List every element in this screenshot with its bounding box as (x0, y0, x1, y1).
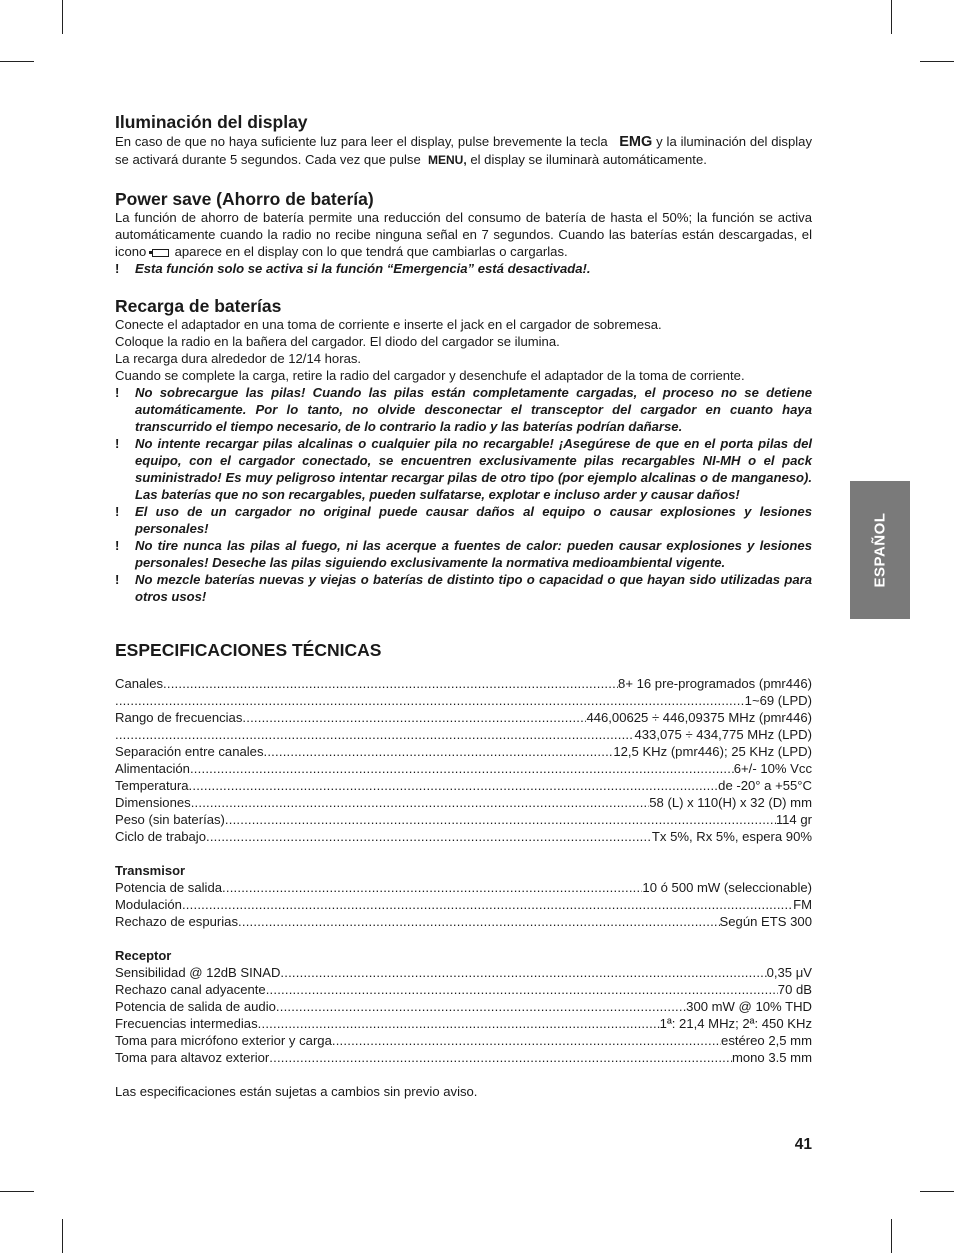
crop-mark (62, 0, 63, 34)
crop-mark (0, 1191, 34, 1192)
spec-row: Sensibilidad @ 12dB SINAD ..... 0,35 μV (115, 964, 812, 981)
receiver-subtitle: Receptor (115, 948, 172, 963)
section-title-display: Iluminación del display (115, 112, 308, 132)
recharge-line: Conecte el adaptador en una toma de corriente e inserte el jack en el cargador de sobremesa. (115, 317, 662, 332)
emg-key-label: EMG (619, 134, 653, 150)
display-paragraph: En caso de que no haya suficiente luz para leer el display, pulse brevemente la tecla EMG y la iluminación del display se activará durante 5 segundos. Cada vez que pulse MENU, el display se iluminarà automáticamente. (115, 134, 813, 167)
section-title-recharge: Recarga de baterías (115, 296, 282, 316)
spec-row: Alimentación ..... 6+/- 10% Vcc (115, 760, 812, 777)
warning-item: ! No tire nunca las pilas al fuego, ni las acerque a fuentes de calor: pueden causar explosiones y lesiones personales! Deseche las pilas siguiendo exclusivamente la normativa medioambiental vigente. (115, 538, 812, 570)
spec-row: Toma para altavoz exterior ..... mono 3.5 mm (115, 1049, 812, 1066)
crop-mark (920, 61, 954, 62)
spec-row: Temperatura ..... de -20° a +55°C (115, 777, 812, 794)
spec-row: Rango de frecuencias ..... 446,00625 ÷ 446,09375 MHz (pmr446) (115, 709, 812, 726)
menu-key-label: MENU, (428, 153, 467, 167)
warning-item: ! Esta función solo se activa si la función “Emergencia” está desactivada!. (115, 261, 591, 276)
spec-row: Toma para micrófono exterior y carga ..... estéreo 2,5 mm (115, 1032, 812, 1049)
spec-row: Dimensiones ..... 58 (L) x 110(H) x 32 (D) mm (115, 794, 812, 811)
warning-item: ! El uso de un cargador no original puede causar daños al equipo o causar explosiones y lesiones personales! (115, 504, 812, 536)
crop-mark (920, 1191, 954, 1192)
spec-row: Peso (sin baterías) ..... 114 gr (115, 811, 812, 828)
spec-row: Rechazo de espurias ..... Según ETS 300 (115, 913, 812, 930)
crop-mark (891, 1219, 892, 1253)
spec-row: ..... 1~69 (LPD) (115, 692, 812, 709)
language-tab (850, 481, 910, 619)
spec-row: Canales ..... 8+ 16 pre-programados (pmr446) (115, 675, 812, 692)
spec-row: Ciclo de trabajo ..... Tx 5%, Rx 5%, espera 90% (115, 828, 812, 845)
transmitter-subtitle: Transmisor (115, 863, 186, 878)
specs-footnote: Las especificaciones están sujetas a cambios sin previo aviso. (115, 1084, 478, 1099)
low-battery-icon (152, 249, 169, 257)
warning-item: ! No sobrecargue las pilas! Cuando las pilas están completamente cargadas, el proceso no se detiene automáticamente. Por lo tanto, no olvide desconectar el transceptor del cargador en cuanto haya transcurrido el tiempo necesario, de lo contrario la radio y las baterías podrían dañarse. (115, 385, 812, 434)
spec-row: Modulación ..... FM (115, 896, 812, 913)
recharge-line: La recarga dura alrededor de 12/14 horas. (115, 351, 362, 366)
recharge-line: Coloque la radio en la bañera del cargador. El diodo del cargador se ilumina. (115, 334, 560, 349)
spec-row: Separación entre canales ..... 12,5 KHz (pmr446); 25 KHz (LPD) (115, 743, 812, 760)
language-tab-label: ESPAÑOL (871, 512, 889, 588)
specs-title: ESPECIFICACIONES TÉCNICAS (115, 640, 382, 660)
specs-transmitter-list (115, 879, 812, 930)
page-content (115, 112, 812, 1100)
spec-row: ..... 433,075 ÷ 434,775 MHz (LPD) (115, 726, 812, 743)
spec-row: Potencia de salida de audio ..... 300 mW @ 10% THD (115, 998, 812, 1015)
recharge-line: Cuando se complete la carga, retire la radio del cargador y desenchufe el adaptador de la toma de corriente. (115, 368, 745, 383)
warning-item: ! No mezcle baterías nuevas y viejas o baterías de distinto tipo o capacidad o que hayan sido utilizadas para otros usos! (115, 572, 812, 604)
specs-receiver-list (115, 964, 812, 1066)
warning-item: ! No intente recargar pilas alcalinas o cualquier pila no recargable! ¡Asegúrese de que en el porta pilas del equipo, con el cargador conectado, se encuentren exclusivamente pilas recargables NI-MH o el pack suministrado! Es muy peligroso intentar recargar pilas de otro tipo (por ejemplo alcalinas o de manganeso). Las baterías que no son recargables, pueden sulfatarse, explotar e incluso arder y causar daños! (115, 436, 812, 502)
page-number: 41 (794, 1136, 812, 1153)
crop-mark (62, 1219, 63, 1253)
spec-row: Frecuencias intermedias ..... 1ª: 21,4 MHz; 2ª: 450 KHz (115, 1015, 812, 1032)
crop-mark (0, 61, 34, 62)
specs-general-list (115, 675, 812, 845)
spec-row: Potencia de salida ..... 10 ó 500 mW (seleccionable) (115, 879, 812, 896)
section-title-power-save: Power save (Ahorro de batería) (115, 189, 374, 209)
crop-mark (891, 0, 892, 34)
power-save-paragraph: La función de ahorro de batería permite una reducción del consumo de batería de hasta el 50%; la función se activa automáticamente cuando la radio no recibe ninguna señal en 7 segundos. Cuando las baterías están descargadas, el icono aparece en el display con lo que tendrá que cambiarlas o cargarlas. (115, 210, 812, 259)
spec-row: Rechazo canal adyacente ..... 70 dB (115, 981, 812, 998)
